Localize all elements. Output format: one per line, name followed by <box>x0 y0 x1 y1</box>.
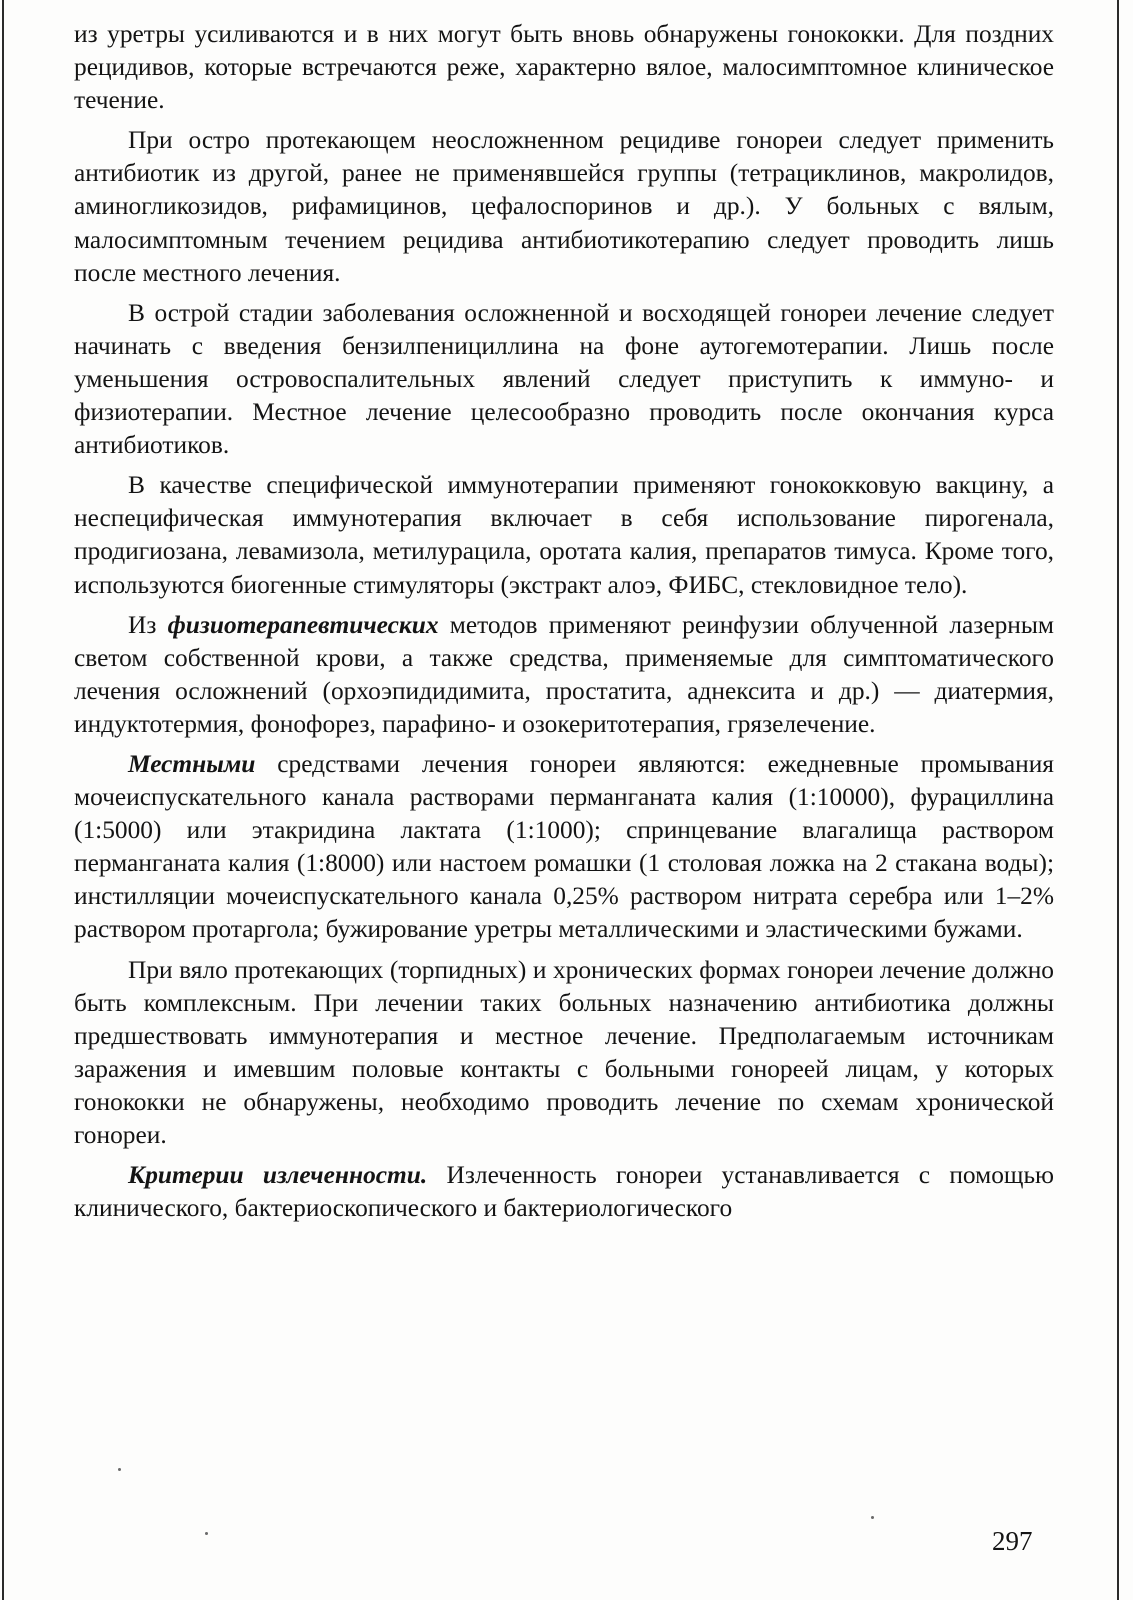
page-edge-left <box>2 0 4 1600</box>
scan-speck <box>118 1468 121 1471</box>
paragraph-physiotherapy: Из физиотерапевтических методов применяют реинфузии облученной лазерным светом собственной крови, а также средства, применяемые для симптоматического лечения осложнений (орхоэпидидимита, простатита, аднексита и др.) — диатермия, индуктотермия, фонофорез, парафино- и озокеритотерапия, грязелечение. <box>74 610 1055 738</box>
scan-speck <box>871 1516 874 1519</box>
paragraph-cure-criteria: Критерии излеченности. Излеченность гонореи устанавливается с помощью клинического, бактериоскопического и бактериологического <box>74 1161 1054 1223</box>
paragraph-acute-relapse: При остро протекающем неосложненном рецидиве гонореи следует применить антибиотик из другой, ранее не применявшейся группы (тетрациклинов, макролидов, аминогликозидов, рифамицинов, цефалоспоринов и др.). У больных с вялым, малосимптомным течением рецидива антибиотикотерапию следует проводить лишь после местного лечения. <box>74 126 1054 287</box>
page-number: 297 <box>992 1526 1033 1556</box>
scan-speck <box>205 1532 208 1535</box>
paragraph-relapse-late: из уретры усиливаются и в них могут быть вновь обнаружены гонококки. Для поздних рецидивов, которые встречаются реже, характерно вялое, малосимптомное клиническое течение. <box>74 20 1054 115</box>
emphasis-local: Местными <box>128 749 256 778</box>
paragraph-immunotherapy: В качестве специфической иммунотерапии применяют гонококковую вакцину, а неспецифическая иммунотерапия включает в себя использование пирогенала, продигиозана, левамизола, метилурацила, оротата калия, препаратов тимуса. Кроме того, используются биогенные стимуляторы (экстракт алоэ, ФИБС, стекловидное тело). <box>74 471 1054 599</box>
page-edge-right <box>1117 0 1119 1600</box>
emphasis-physiotherapeutic: физиотерапевтических <box>167 610 439 639</box>
body-text <box>74 18 1054 1225</box>
paragraph-acute-stage: В острой стадии заболевания осложненной и восходящей гонореи лечение следует начинать с введения бензилпенициллина на фоне аутогемотерапии. Лишь после уменьшения островоспалительных явлений следует приступить к иммуно- и физиотерапии. Местное лечение целесообразно проводить после окончания курса антибиотиков. <box>74 298 1054 460</box>
paragraph-chronic-forms: При вяло протекающих (торпидных) и хронических формах гонореи лечение должно быть комплексным. При лечении таких больных назначению антибиотика должны предшествовать иммунотерапия и местное лечение. Предполагаемым источникам заражения и имевшим половые контакты с больными гонореей лицам, у которых гонококки не обнаружены, необходимо проводить лечение по схемам хронической гонореи. <box>74 955 1054 1149</box>
paragraph-local-treatment: Местными средствами лечения гонореи являются: ежедневные промывания мочеиспускательного канала растворами перманганата калия (1:10000), фурациллина (1:5000) или этакридина лактата (1:1000); спринцевание влагалища раствором перманганата калия (1:8000) или настоем ромашки (1 столовая ложка на 2 стакана воды); инстилляции мочеиспускательного канала 0,25% раствором нитрата серебра или 1–2% раствором протаргола; бужирование уретры металлическими и эластическими бужами. <box>74 749 1054 944</box>
emphasis-cure-criteria: Критерии излеченности. <box>128 1161 428 1190</box>
